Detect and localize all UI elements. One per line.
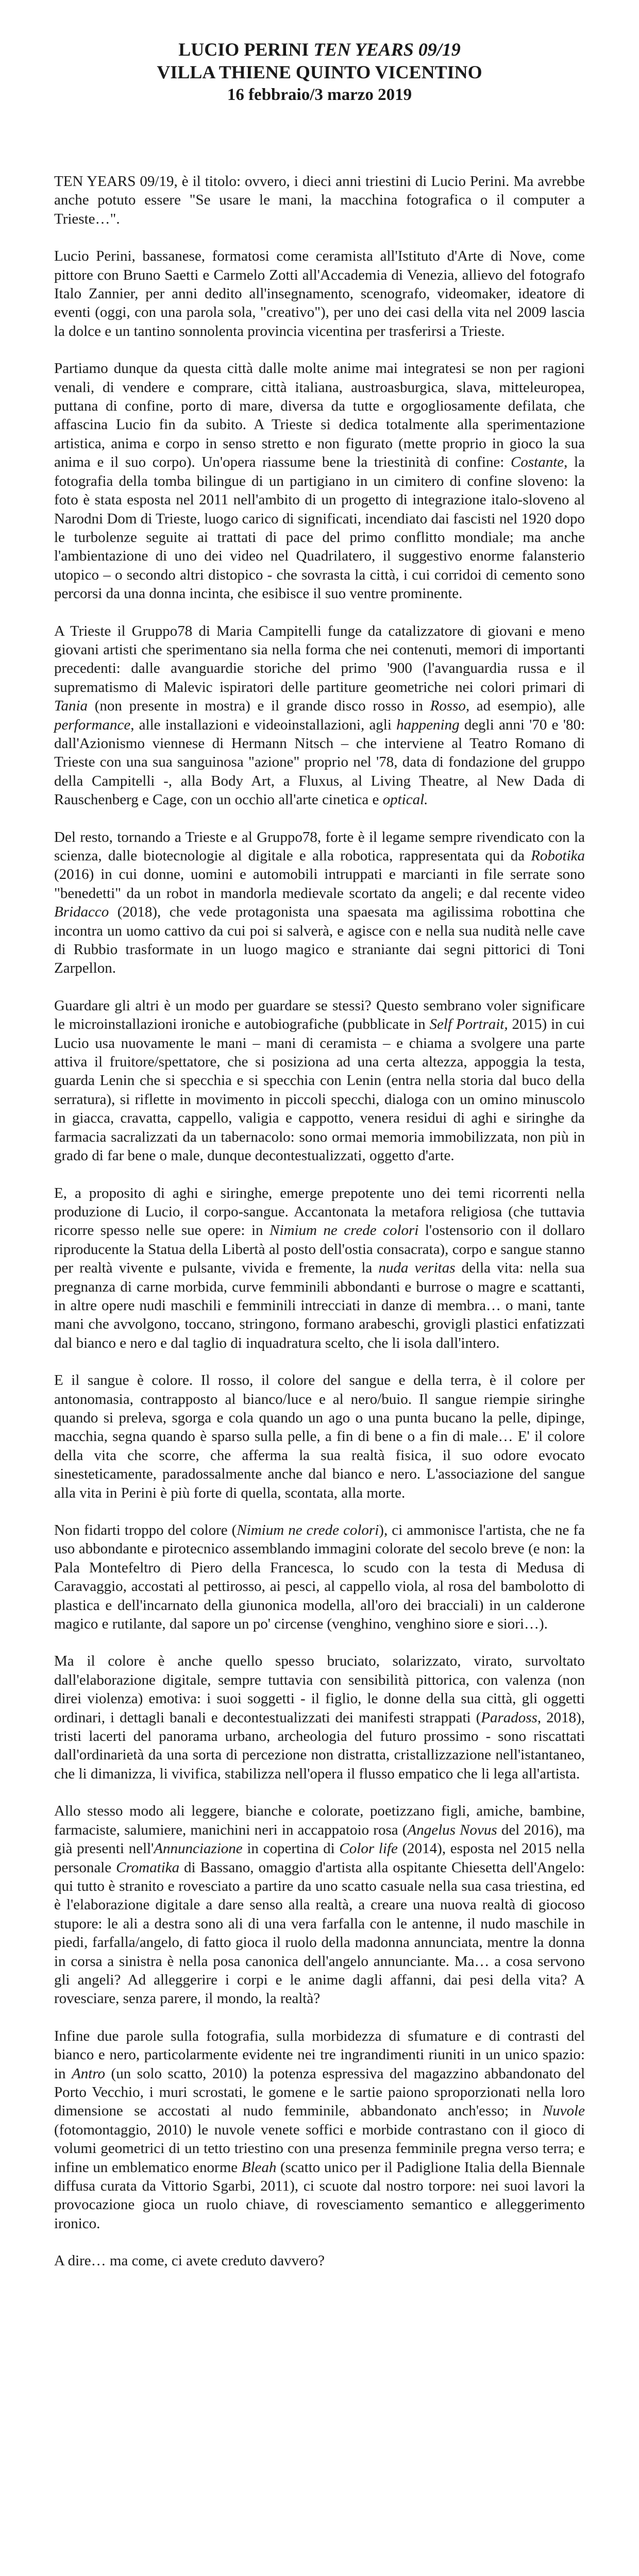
artist-name: LUCIO PERINI <box>178 39 314 60</box>
paragraph-11: Allo stesso modo ali leggere, bianche e colorate, poetizzano figli, amiche, bambine, farmaciste, salumiere, manichini neri in accappatoio rosa (Angelus Novus del 2016), ma già presenti nell'Annunciazione in copertina di Color life (2014), esposta nel 2015 nella personale Cromatika di Bassano, omaggio d'artista alla ospitante Chiesetta dell'Angelo: qui tutto è stranito e rovesciato a partire da uno scatto casuale nella sua casa triestina, ed è l'elaborazione digitale a dare senso alla realtà, a creare una nuova realtà di giocoso stupore: le ali a destra sono ali di una vera farfalla con le antenne, il nudo maschile in piedi, farfalla/angelo, di fatto gioca il ruolo della madonna annunciata, mentre la donna in corsa a sinistra è nella posa canonica dell'angelo annunciante. Ma… a cosa servono gli angeli? Ad alleggerire i corpi e le anime dagli affanni, dai pesi della vita? A rovesciare, senza parere, il mondo, la realtà? <box>54 1803 585 2007</box>
paragraph-12: Infine due parole sulla fotografia, sulla morbidezza di sfumature e di contrasti del bianco e nero, particolarmente evidente nei tre ingrandimenti riuniti in un unico spazio: in Antro (un solo scatto, 2010) la potenza espressiva del magazzino abbandonato del Porto Vecchio, i muri scrostati, le gomene e le sartie paiono sproporzionati nella loro dimensione se accostati al nudo femminile, abbandonato anch'esso; in Nuvole (fotomontaggio, 2010) le nuvole venete soffici e morbide contrastano con il gioco di volumi geometrici di un tetto triestino con una presenza femminile pregna verso terra; e infine un emblematico enorme Bleah (scatto unico per il Padiglione Italia della Biennale diffusa curata da Vittorio Sgarbi, 2011), ci scuote dal nostro torpore: nei suoi lavori la provocazione gioca un ruolo chiave, di rovesciamento semantico e alleggerimento ironico. <box>54 2027 585 2232</box>
title-line <box>0 38 639 61</box>
paragraph-5: Del resto, tornando a Trieste e al Gruppo78, forte è il legame sempre rivendicato con la scienza, dalle biotecnologie al digitale e alla robotica, rappresentata qui da Robotika (2016) in cui donne, uomini e automobili intruppati e marcianti in file serrate sono "benedetti" da un robot in mandorla medievale scortato da angeli; e dal recente video Bridacco (2018), che vede protagonista una spaesata ma agilissima robottina che incontra un uomo cattivo da cui poi si salverà, e agisce con e nella sua nudità nelle cave di Rubbio trasformate in un luogo magico e straniante dai segni pittorici di Toni Zarpellon. <box>54 828 585 977</box>
paragraph-10: Ma il colore è anche quello spesso bruciato, solarizzato, virato, survoltato dall'elaborazione digitale, sempre tuttavia con sensibilità pittorica, con valenza (non direi violenza) emotiva: i suoi soggetti - il figlio, le donne della sua città, gli oggetti ordinari, i dettagli banali e decontestualizzati dei manifesti strappati (Paradoss, 2018), tristi lacerti del panorama urbano, archeologia del futuro prossimo - sono riscattati dall'ordinarietà da una sorta di percezione non distratta, cristallizzazione nell'istantaneo, che li dimanizza, li vivifica, stabilizza nell'opera il flusso empatico che li lega all'artista. <box>54 1653 585 1782</box>
paragraph-3: Partiamo dunque da questa città dalle molte anime mai integratesi se non per ragioni venali, di vendere e comprare, città italiana, austroasburgica, slava, mitteleuropea, puttana di confine, porto di mare, diversa da tutte e orgogliosamente defilata, che affascina Lucio fin da subito. A Trieste si dedica totalmente alla sperimentazione artistica, anima e corpo in senso stretto e non figurato (mette proprio in gioco la sua anima e il suo corpo). Un'opera riassume bene la triestinità di confine: Costante, la fotografia della tomba bilingue di un partigiano in un cimitero di confine sloveno: la foto è stata esposta nel 2011 nell'ambito di un progetto di integrazione italo-sloveno al Narodni Dom di Trieste, luogo carico di significati, incendiato dai fascisti nel 1920 dopo le turbolenze seguite ai trattati di pace del primo conflitto mondiale; ma anche l'ambientazione di uno dei video nel Quadrilatero, il suggestivo enorme falansterio utopico – o secondo altri distopico - che sovrasta la città, i cui corridoi di cemento sono percorsi da una donna incinta, che esibisce il suo ventre prominente. <box>54 360 585 602</box>
paragraph-13: A dire… ma come, ci avete creduto davvero? <box>54 2252 325 2269</box>
paragraph-9: Non fidarti troppo del colore (Nimium ne crede colori), ci ammonisce l'artista, che ne fa uso abbondante e pirotecnico assemblando immagini colorate del secolo breve (e non: la Pala Montefeltro di Piero della Francesca, lo scudo con la testa di Medusa di Caravaggio, accostati al pettirosso, ai pesci, al cappello viola, al rosa del bambolotto di plastica e dell'incarnato della giunonica modella, all'oro dei bracciali) in un calderone magico e rutilante, dal sapore un po' circense (venghino, venghino siore e siori…). <box>54 1522 585 1633</box>
paragraph-7: E, a proposito di aghi e siringhe, emerge prepotente uno dei temi ricorrenti nella produzione di Lucio, il corpo-sangue. Accantonata la metafora religiosa (che tuttavia ricorre spesso nelle sue opere: in Nimium ne crede colori l'ostensorio con il dollaro riproducente la Statua della Libertà al posto dell'ostia consacrata), corpo e sangue stanno per realtà vivente e pulsante, vivida e fremente, la nuda veritas della vita: nella sua pregnanza di carne morbida, curve femminili abbondanti e burrose o magre e scattanti, in altre opere nudi maschili e femminili intrecciati in danze di membra… o mani, tante mani che avvolgono, toccano, stringono, formano arabeschi, grovigli plastici enfatizzati dal bianco e nero e dal taglio di inquadratura scelto, che li isola dall'intero. <box>54 1184 585 1351</box>
paragraph-8: E il sangue è colore. Il rosso, il colore del sangue e della terra, è il colore per antonomasia, contrapposto al bianco/luce e al nero/buio. Il sangue riempie siringhe quando si preleva, sgorga e cola quando un ago o una punta bucano la pelle, dipinge, macchia, segna quando è sparso sulla pelle, a fin di bene o a fin di male… E' il colore della vita che scorre, che afferma la sua realtà fisica, il suo odore evocato sinesteticamente, paradossalmente anche dal bianco e nero. L'associazione del sangue alla vita in Perini è più forte di quella, scontata, alla morte. <box>54 1372 585 1501</box>
paragraph-6: Guardare gli altri è un modo per guardare se stessi? Questo sembrano voler significare le microinstallazioni ironiche e autobiografiche (pubblicate in Self Portrait, 2015) in cui Lucio usa nuovamente le mani – mani di ceramista – e chiama a svolgere una parte attiva il fruitore/spettatore, che si posiziona ad una certa altezza, appoggia la testa, guarda Lenin che si specchia e si specchia con Lenin (entra nella storia dal buco della serratura), si riflette in movimento in piccoli specchi, dialoga con un omino minuscolo in giacca, cravatta, cappello, valigia e cappotto, venera residui di aghi e siringhe da farmacia sacralizzati da un tabernacolo: sono ormai memoria immobilizzata, non più in grado di far bene o male, dunque decontestualizzati, oggetto d'arte. <box>54 997 585 1164</box>
venue-line: VILLA THIENE QUINTO VICENTINO <box>157 62 482 82</box>
exhibition-title: TEN YEARS 09/19 <box>313 39 461 60</box>
paragraph-4: A Trieste il Gruppo78 di Maria Campitelli funge da catalizzatore di giovani e meno giovani artisti che sperimentano sia nella forma che nei contenuti, memori di importanti precedenti: dalle avanguardie storiche del primo '900 (l'avanguardia russa e il suprematismo di Malevic ispiratori delle partiture geometriche nei colori primari di Tania (non presente in mostra) e il grande disco rosso in Rosso, ad esempio), alle performance, alle installazioni e videoinstallazioni, agli happening degli anni '70 e '80: dall'Azionismo viennese di Hermann Nitsch – che interviene al Teatro Romano di Trieste con una sua sanguinosa "azione" proprio nel '78, data di fondazione del gruppo della Campitelli -, alla Body Art, a Fluxus, al Living Theatre, al New Dada di Rauschenberg e Cage, con un occhio all'arte cinetica e optical. <box>54 622 585 808</box>
article-body <box>54 172 585 2289</box>
paragraph-2: Lucio Perini, bassanese, formatosi come ceramista all'Istituto d'Arte di Nove, come pittore con Bruno Saetti e Carmelo Zotti all'Accademia di Venezia, allievo del fotografo Italo Zannier, per anni dedito all'insegnamento, scenografo, videomaker, ideatore di eventi (oggi, con una parola sola, "creativo"), per uno dei casi della vita nel 2009 lascia la dolce e un tantino sonnolenta provincia vicentina per trasferirsi a Trieste. <box>54 248 585 340</box>
document-header <box>0 38 639 106</box>
date-line: 16 febbraio/3 marzo 2019 <box>227 86 412 104</box>
paragraph-1: TEN YEARS 09/19, è il titolo: ovvero, i dieci anni triestini di Lucio Perini. Ma avrebbe anche potuto essere "Se usare le mani, la macchina fotografica o il computer a Trieste…". <box>54 173 585 227</box>
